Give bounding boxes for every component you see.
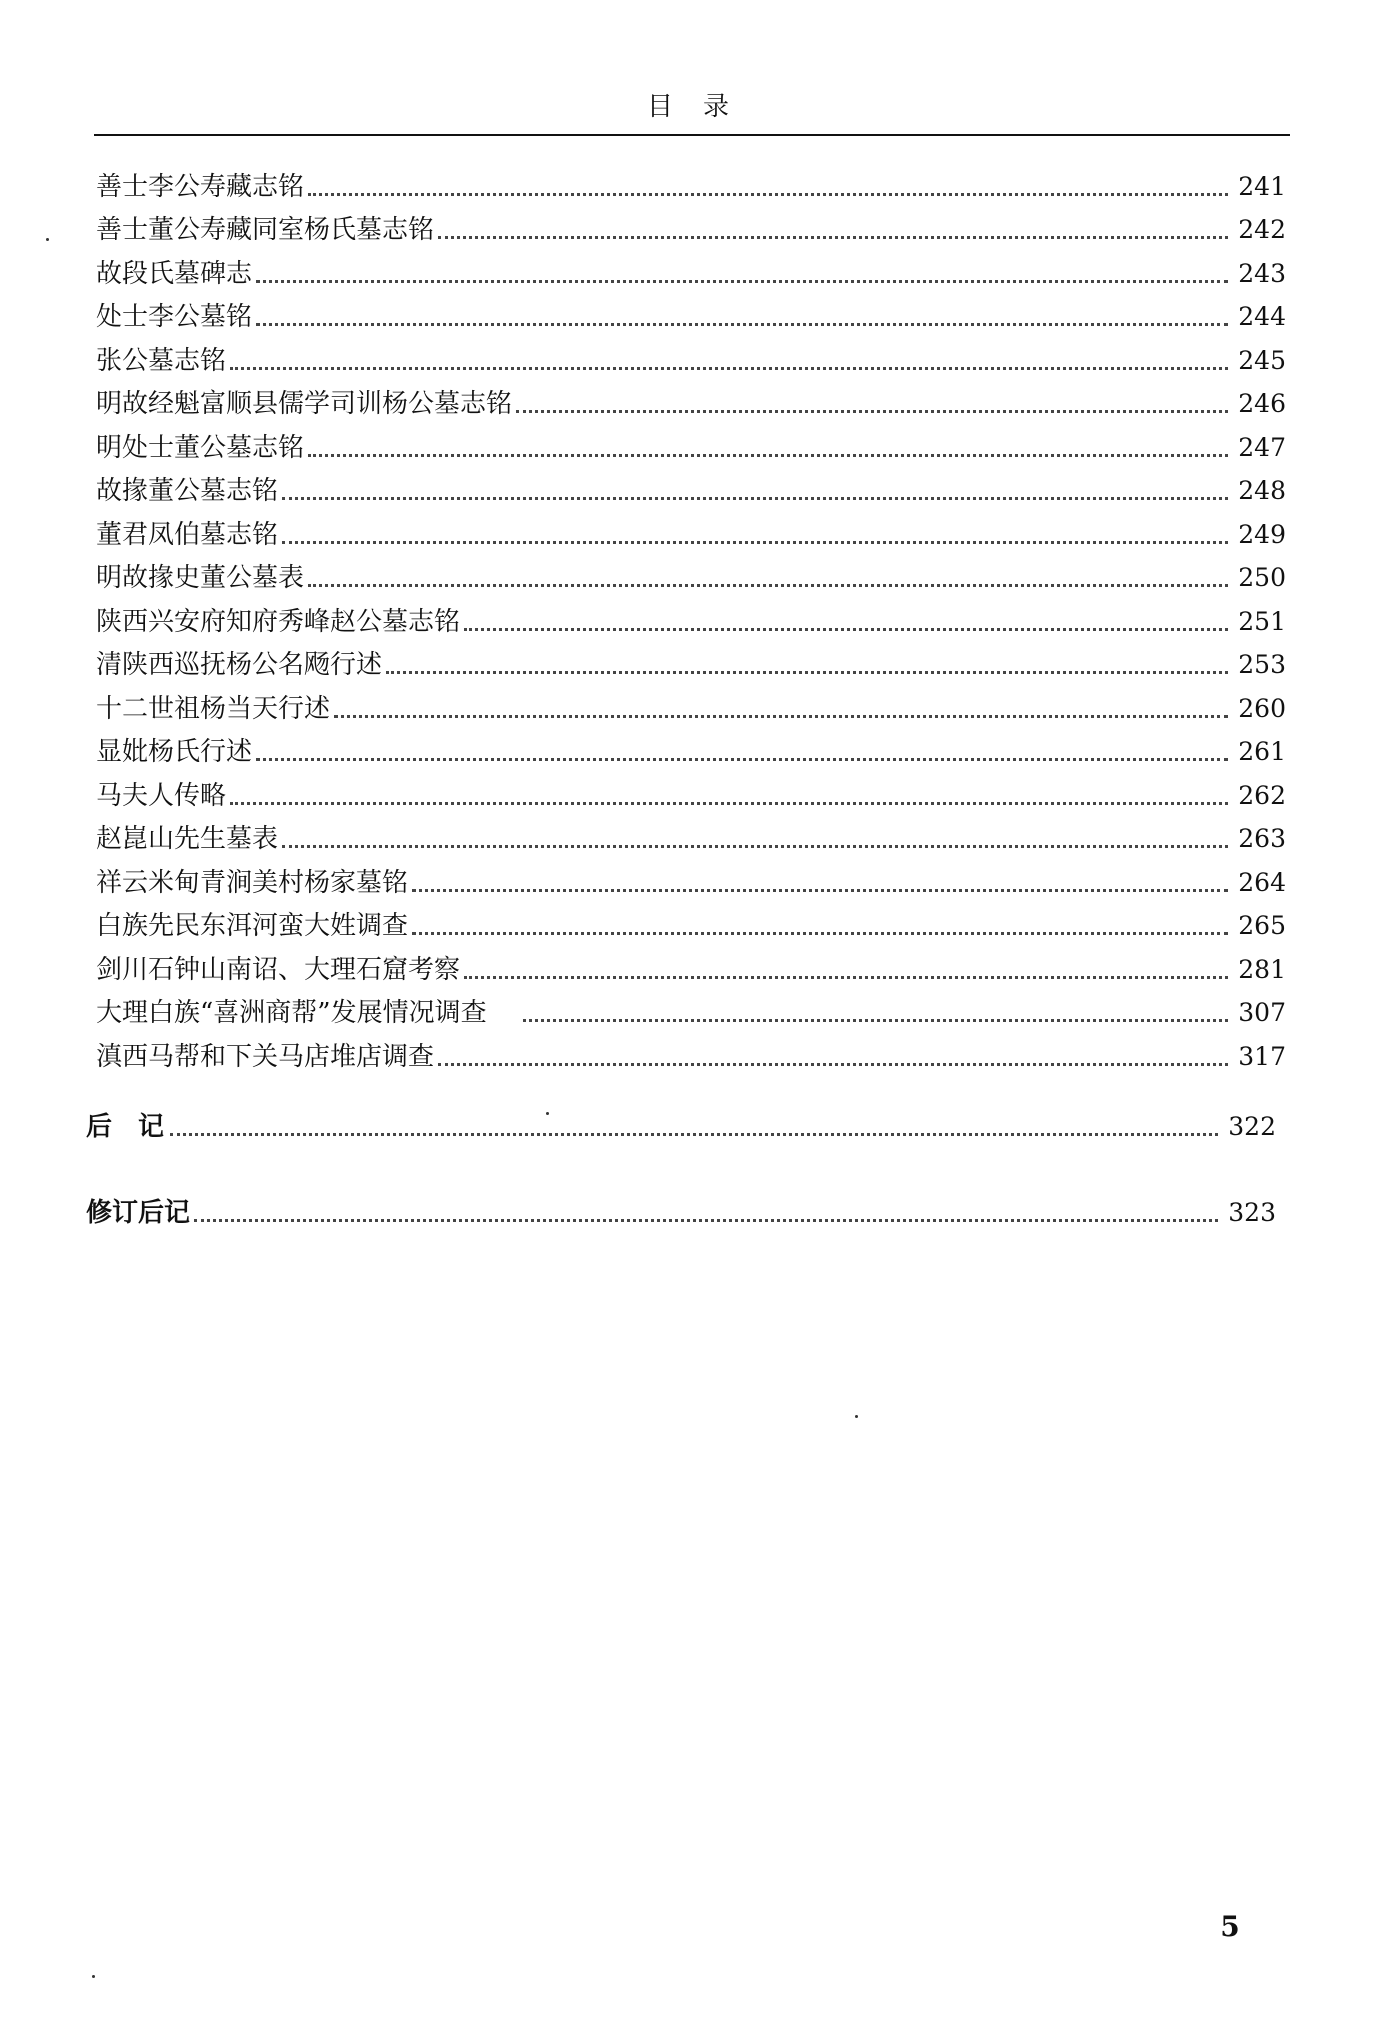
dot-leader bbox=[438, 236, 1228, 239]
toc-entry-afterword[interactable] bbox=[86, 1110, 1276, 1144]
dot-leader bbox=[308, 193, 1228, 196]
toc-entry-title: 故掾董公墓志铭 bbox=[96, 476, 279, 506]
toc-entry[interactable] bbox=[96, 508, 1286, 552]
toc-entry-page: 248 bbox=[1238, 476, 1286, 505]
toc-entry-title: 滇西马帮和下关马店堆店调查 bbox=[96, 1041, 435, 1072]
toc-entry-title: 善士李公寿藏志铭 bbox=[96, 171, 305, 202]
toc-entry[interactable] bbox=[96, 160, 1286, 204]
dot-leader bbox=[516, 410, 1228, 413]
toc-entry[interactable] bbox=[96, 465, 1286, 509]
toc-entry[interactable] bbox=[96, 639, 1286, 683]
dot-leader bbox=[170, 1133, 1218, 1136]
dot-leader bbox=[194, 1219, 1218, 1222]
running-header-title: 目录 bbox=[646, 92, 759, 122]
toc-entry-page: 264 bbox=[1238, 867, 1286, 897]
toc-entry-page: 241 bbox=[1238, 171, 1286, 201]
toc-entry-title: 明故掾史董公墓表 bbox=[96, 563, 305, 593]
toc-entry[interactable] bbox=[96, 813, 1286, 857]
toc-entry-page: 242 bbox=[1238, 215, 1286, 244]
dot-leader bbox=[282, 541, 1228, 544]
dot-leader bbox=[282, 845, 1228, 848]
toc-entry-title: 明故经魁富顺县儒学司训杨公墓志铭 bbox=[96, 389, 513, 419]
toc-entry[interactable] bbox=[96, 247, 1286, 291]
dot-leader bbox=[386, 671, 1228, 674]
toc-entry-page: 261 bbox=[1238, 737, 1286, 766]
toc-entry-page: 250 bbox=[1238, 563, 1286, 592]
toc-entry-title: 明处士董公墓志铭 bbox=[96, 432, 305, 463]
toc-entry[interactable] bbox=[96, 943, 1286, 987]
toc-entry[interactable] bbox=[96, 204, 1286, 248]
toc-entry-page: 247 bbox=[1238, 432, 1286, 462]
toc-entry-page: 249 bbox=[1238, 519, 1286, 549]
toc-entry[interactable] bbox=[96, 1030, 1286, 1074]
toc-entry-page: 253 bbox=[1238, 650, 1286, 679]
toc-entry-title: 张公墓志铭 bbox=[96, 345, 227, 376]
toc-entry[interactable] bbox=[96, 769, 1286, 813]
toc-entry-title: 白族先民东洱河蛮大姓调查 bbox=[96, 911, 409, 941]
toc-entry-title: 显妣杨氏行述 bbox=[96, 737, 253, 767]
dot-leader bbox=[230, 367, 1228, 370]
dot-leader bbox=[412, 932, 1228, 935]
dot-leader bbox=[308, 584, 1228, 587]
dot-leader bbox=[256, 758, 1228, 761]
toc-list bbox=[96, 160, 1286, 1074]
toc-entry-page: 245 bbox=[1238, 345, 1286, 375]
toc-entry-title: 后记 bbox=[86, 1112, 191, 1142]
toc-entry-title: 祥云米甸青涧美村杨家墓铭 bbox=[96, 867, 409, 898]
dot-leader bbox=[256, 323, 1228, 326]
scan-speck bbox=[92, 1975, 95, 1978]
toc-entry-title: 修订后记 bbox=[86, 1198, 191, 1228]
toc-entry-page: 243 bbox=[1238, 258, 1286, 288]
toc-entry-page: 260 bbox=[1238, 693, 1286, 723]
toc-entry-title: 陕西兴安府知府秀峰赵公墓志铭 bbox=[96, 606, 461, 637]
toc-entry-page: 307 bbox=[1238, 998, 1286, 1027]
toc-entry-page: 246 bbox=[1238, 389, 1286, 418]
toc-entry-page: 265 bbox=[1238, 911, 1286, 940]
toc-entry[interactable] bbox=[96, 900, 1286, 944]
toc-entry-title: 清陕西巡抚杨公名飏行述 bbox=[96, 650, 383, 680]
dot-leader bbox=[308, 454, 1228, 457]
toc-entry-page: 262 bbox=[1238, 780, 1286, 810]
toc-entry-title: 董君凤伯墓志铭 bbox=[96, 519, 279, 550]
toc-entry-page: 251 bbox=[1238, 606, 1286, 636]
dot-leader bbox=[282, 497, 1228, 500]
header-rule bbox=[94, 134, 1290, 136]
toc-entry[interactable] bbox=[96, 726, 1286, 770]
toc-entry-title: 大理白族“喜洲商帮”发展情况调查 bbox=[96, 998, 487, 1028]
toc-entry-revision-afterword[interactable] bbox=[86, 1196, 1276, 1230]
toc-entry-page: 323 bbox=[1228, 1198, 1276, 1227]
toc-entry-title: 处士李公墓铭 bbox=[96, 302, 253, 332]
dot-leader bbox=[412, 889, 1228, 892]
toc-entry[interactable] bbox=[96, 421, 1286, 465]
page-number: 5 bbox=[1220, 1910, 1240, 1943]
scan-speck bbox=[46, 238, 49, 241]
dot-leader bbox=[334, 715, 1228, 718]
toc-entry[interactable] bbox=[96, 378, 1286, 422]
toc-entry[interactable] bbox=[96, 856, 1286, 900]
toc-entry-page: 263 bbox=[1238, 824, 1286, 853]
toc-entry[interactable] bbox=[96, 334, 1286, 378]
toc-entry-page: 317 bbox=[1238, 1041, 1286, 1071]
scan-speck bbox=[546, 1112, 549, 1115]
dot-leader bbox=[464, 628, 1228, 631]
dot-leader bbox=[464, 976, 1228, 979]
toc-entry[interactable] bbox=[96, 682, 1286, 726]
toc-entry-title: 善士董公寿藏同室杨氏墓志铭 bbox=[96, 215, 435, 245]
dot-leader bbox=[438, 1063, 1228, 1066]
scan-speck bbox=[855, 1415, 858, 1418]
toc-entry[interactable] bbox=[96, 291, 1286, 335]
toc-entry[interactable] bbox=[96, 552, 1286, 596]
toc-entry-title: 马夫人传略 bbox=[96, 780, 227, 811]
toc-entry-title: 剑川石钟山南诏、大理石窟考察 bbox=[96, 954, 461, 985]
toc-entry-page: 281 bbox=[1238, 954, 1286, 984]
dot-leader bbox=[256, 280, 1228, 283]
toc-entry-page: 322 bbox=[1228, 1112, 1276, 1141]
toc-entry[interactable] bbox=[96, 595, 1286, 639]
toc-entry[interactable] bbox=[96, 987, 1286, 1031]
dot-leader bbox=[523, 1019, 1229, 1022]
toc-entry-page: 244 bbox=[1238, 302, 1286, 331]
dot-leader bbox=[230, 802, 1228, 805]
toc-entry-title: 十二世祖杨当天行述 bbox=[96, 693, 331, 724]
toc-entry-title: 赵崑山先生墓表 bbox=[96, 824, 279, 854]
toc-entry-title: 故段氏墓碑志 bbox=[96, 258, 253, 289]
